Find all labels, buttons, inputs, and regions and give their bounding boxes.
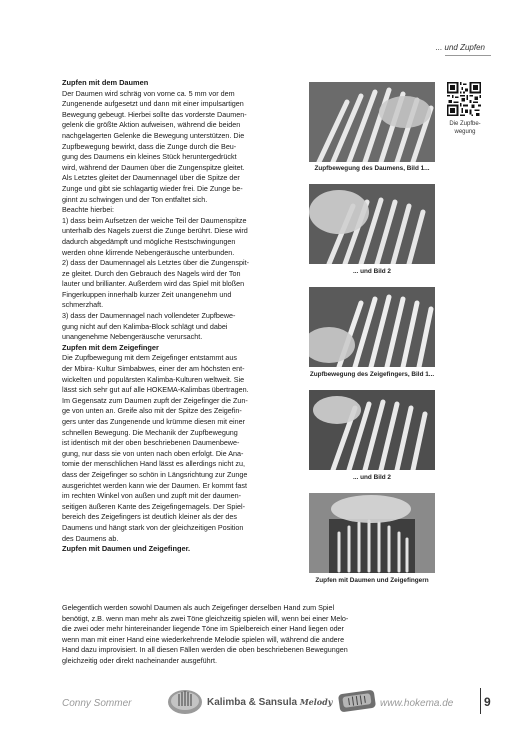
qr-code[interactable] bbox=[447, 82, 481, 116]
section-body-combined: Gelegentlich werden sowohl Daumen als auch Zeigefinger derselben Hand zum Spiel benötigt, z.B. wenn man mehr als zwei Töne gleichzeitig spielen will, wenn bei einer Melo- die zwei oder mehr hintereinander liegende Töne im Spielbereich einer Hand liegen oder wenn man mit einer Hand eine wiederkehrende Melodie spielen will, während die andere Hand dazu improvisiert. In all diesen Fällen werden die oben beschriebenen Bewegungen gleichzeitig oder direkt nacheinander ausgeführt. bbox=[62, 603, 349, 665]
running-header: ... und Zupfen bbox=[435, 43, 485, 52]
footer-website-link[interactable]: www.hokema.de bbox=[380, 698, 454, 709]
photo-thumb-pluck-2 bbox=[309, 184, 435, 264]
photo-caption: ... und Bild 2 bbox=[353, 268, 391, 275]
sansula-product-image bbox=[337, 688, 377, 714]
photo-thumb-and-index bbox=[309, 493, 435, 573]
photo-index-pluck-1 bbox=[309, 287, 435, 367]
page-number: 9 bbox=[484, 695, 491, 709]
text-column bbox=[62, 78, 302, 555]
photo-caption: Zupfen mit Daumen und Zeigefingern bbox=[315, 577, 429, 584]
photo-thumb-pluck-1 bbox=[309, 82, 435, 162]
footer-book-title: Kalimba & Sansula Melody bbox=[207, 697, 333, 708]
section-heading-combined: Zupfen mit Daumen und Zeigefinger. bbox=[62, 544, 191, 554]
section-body-thumb: Der Daumen wird schräg von vorne ca. 5 mm vor dem Zungenende aufgesetzt und dann mit einer impulsartigen Bewegung gebeugt. Hierbei sollte das vorderste Daumen- gelenk die größte Aktion aufweisen, während die beiden nachgelagerten Gelenke die Bewegung unterstützen. Die Zupfbewegung bewirkt, dass die Zunge durch die Beu- gung des Daumens ein kleines Stück heruntergedrückt wird, während der Daumen über die Zungenspitze gleitet. Als Letztes gleitet der Daumennagel über die Spitze der Zunge und gibt sie schlagartig wieder frei. Die Zunge be- ginnt zu schwingen und der Ton entfaltet sich. Beachte hierbei: 1) dass beim Aufsetzen der weiche Teil der Daumenspitze unterhalb des Nagels zuerst die Zunge berührt. Diese wird dadurch abgedämpft und mögliche Restschwingungen werden ohne klirrende Nebengeräusche unterbunden. 2) dass der Daumennagel als Letztes über die Zungenspit- ze gleitet. Durch den Gebrauch des Nagels wird der Ton lauter und brillianter. Außerdem wird das Spiel mit bloßen Fingerkuppen innerhalb kurzer Zeit unangenehm und schmerzhaft. 3) dass der Daumennagel nach vollendeter Zupfbewe- gung nicht auf den Kalimba-Block schlägt und dabei unangenehme Nebengeräusche verursacht. bbox=[62, 88, 249, 342]
kalimba-product-image bbox=[166, 686, 204, 716]
photo-index-pluck-2 bbox=[309, 390, 435, 470]
qr-caption: Die Zupfbe- wegung bbox=[449, 121, 481, 135]
section-body-index-finger: Die Zupfbewegung mit dem Zeigefinger entstammt aus der Mbira- Kultur Simbabwes, einer der am höchsten ent- wickelten und populärsten Kalimba-Kulturen weltweit. Sie lässt sich sehr gut auf alle HOKEMA-Kalimbas übertragen. Im Gegensatz zum Daumen zupft der Zeigefinger die Zun- ge von unten an. Greife also mit der Spitze des Zeigefin- gers unter das Zungenende und krümme diesen mit einer schnellen Bewegung. Die Mechanik der Zupfbewegung ist identisch mit der oben beschriebenen Daumenbewe- gung, nur dass sie von unten nach oben erfolgt. Die Ana- tomie der menschlichen Hand lässt es allerdings nicht zu, dass der Zeigefinger so schön in Längsrichtung zur Zunge ausgerichtet werden kann wie der Daumen. Er kommt fast im rechten Winkel von außen und zupft mit der daumen- seitigen äußeren Kante des Zeigefingernagels. Der Spiel- bereich des Zeigefingers ist deutlich kleiner als der des Daumens und hängt stark von der gleichzeitigen Position des Daumens ab. bbox=[62, 353, 249, 543]
header-rule bbox=[445, 55, 491, 56]
photo-caption: Zupfbewegung des Zeigefingers, Bild 1... bbox=[309, 371, 435, 378]
photo-caption: ... und Bild 2 bbox=[353, 474, 391, 481]
page-number-rule bbox=[480, 688, 481, 714]
footer-author: Conny Sommer bbox=[62, 698, 132, 709]
photo-caption: Zupfbewegung des Daumens, Bild 1... bbox=[314, 165, 430, 172]
section-heading-index-finger: Zupfen mit dem Zeigefinger bbox=[62, 342, 159, 352]
section-heading-thumb: Zupfen mit dem Daumen bbox=[62, 78, 149, 87]
